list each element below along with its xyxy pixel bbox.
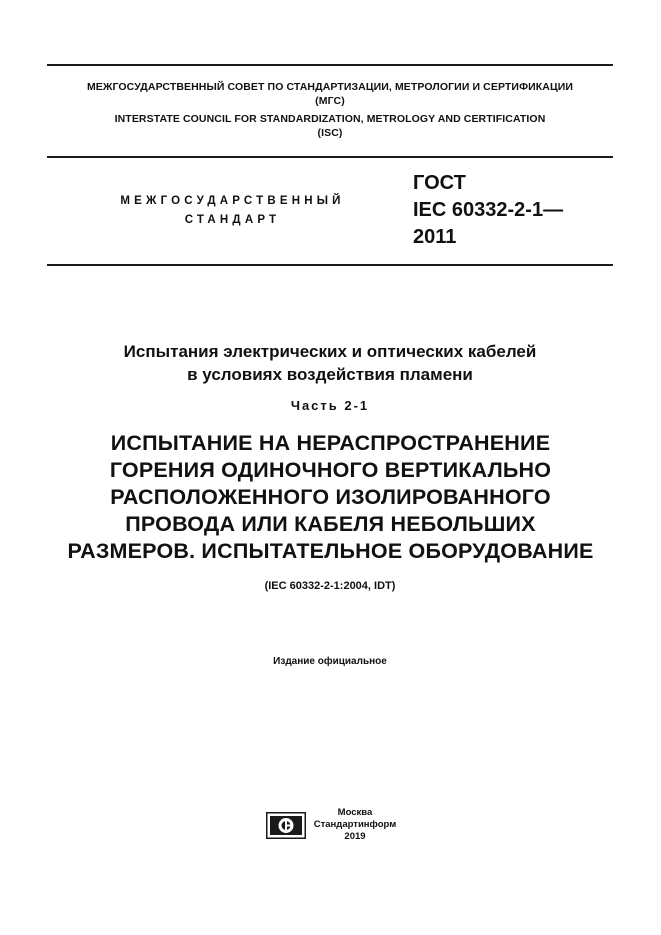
main-title-line5: РАЗМЕРОВ. ИСПЫТАТЕЛЬНОЕ ОБОРУДОВАНИЕ [67,539,594,563]
part-number: Часть 2-1 [290,398,370,413]
main-title-line4: ПРОВОДА ИЛИ КАБЕЛЯ НЕБОЛЬШИХ [125,512,536,536]
publisher-year: 2019 [344,831,366,842]
top-rule [47,64,613,66]
main-title-line1: ИСПЫТАНИЕ НА НЕРАСПРОСТРАНЕНИЕ [110,431,551,455]
standard-type-line1: МЕЖГОСУДАРСТВЕННЫЙ [120,195,345,207]
subtitle-line1: Испытания электрических и оптических кабелей [123,342,537,361]
publisher-name: Стандартинформ [313,819,397,830]
header-rule [47,156,613,158]
main-title-line3: РАСПОЛОЖЕННОГО ИЗОЛИРОВАННОГО [110,485,551,509]
iec-reference: (IEC 60332-2-1:2004, IDT) [264,580,396,592]
standard-rule [47,264,613,266]
main-title-line2: ГОРЕНИЯ ОДИНОЧНОГО ВЕРТИКАЛЬНО [109,458,552,482]
standard-type-line2: СТАНДАРТ [184,214,281,226]
standartinform-logo-icon [266,812,306,839]
edition-label: Издание официальное [273,656,387,667]
subtitle-line2: в условиях воздействия пламени [187,365,473,384]
council-abbr-ru: (МГС) [315,95,345,107]
gost-number: IEC 60332-2-1— [413,199,564,221]
publisher-city: Москва [337,807,373,818]
council-abbr-en: (ISC) [317,127,343,139]
gost-label-line1: ГОСТ [413,172,466,194]
gost-year: 2011 [413,226,457,248]
council-name-ru: МЕЖГОСУДАРСТВЕННЫЙ СОВЕТ ПО СТАНДАРТИЗАЦИИ, МЕТРОЛОГИИ И СЕРТИФИКАЦИИ [86,81,574,93]
council-name-en: INTERSTATE COUNCIL FOR STANDARDIZATION, METROLOGY AND CERTIFICATION [114,113,546,125]
